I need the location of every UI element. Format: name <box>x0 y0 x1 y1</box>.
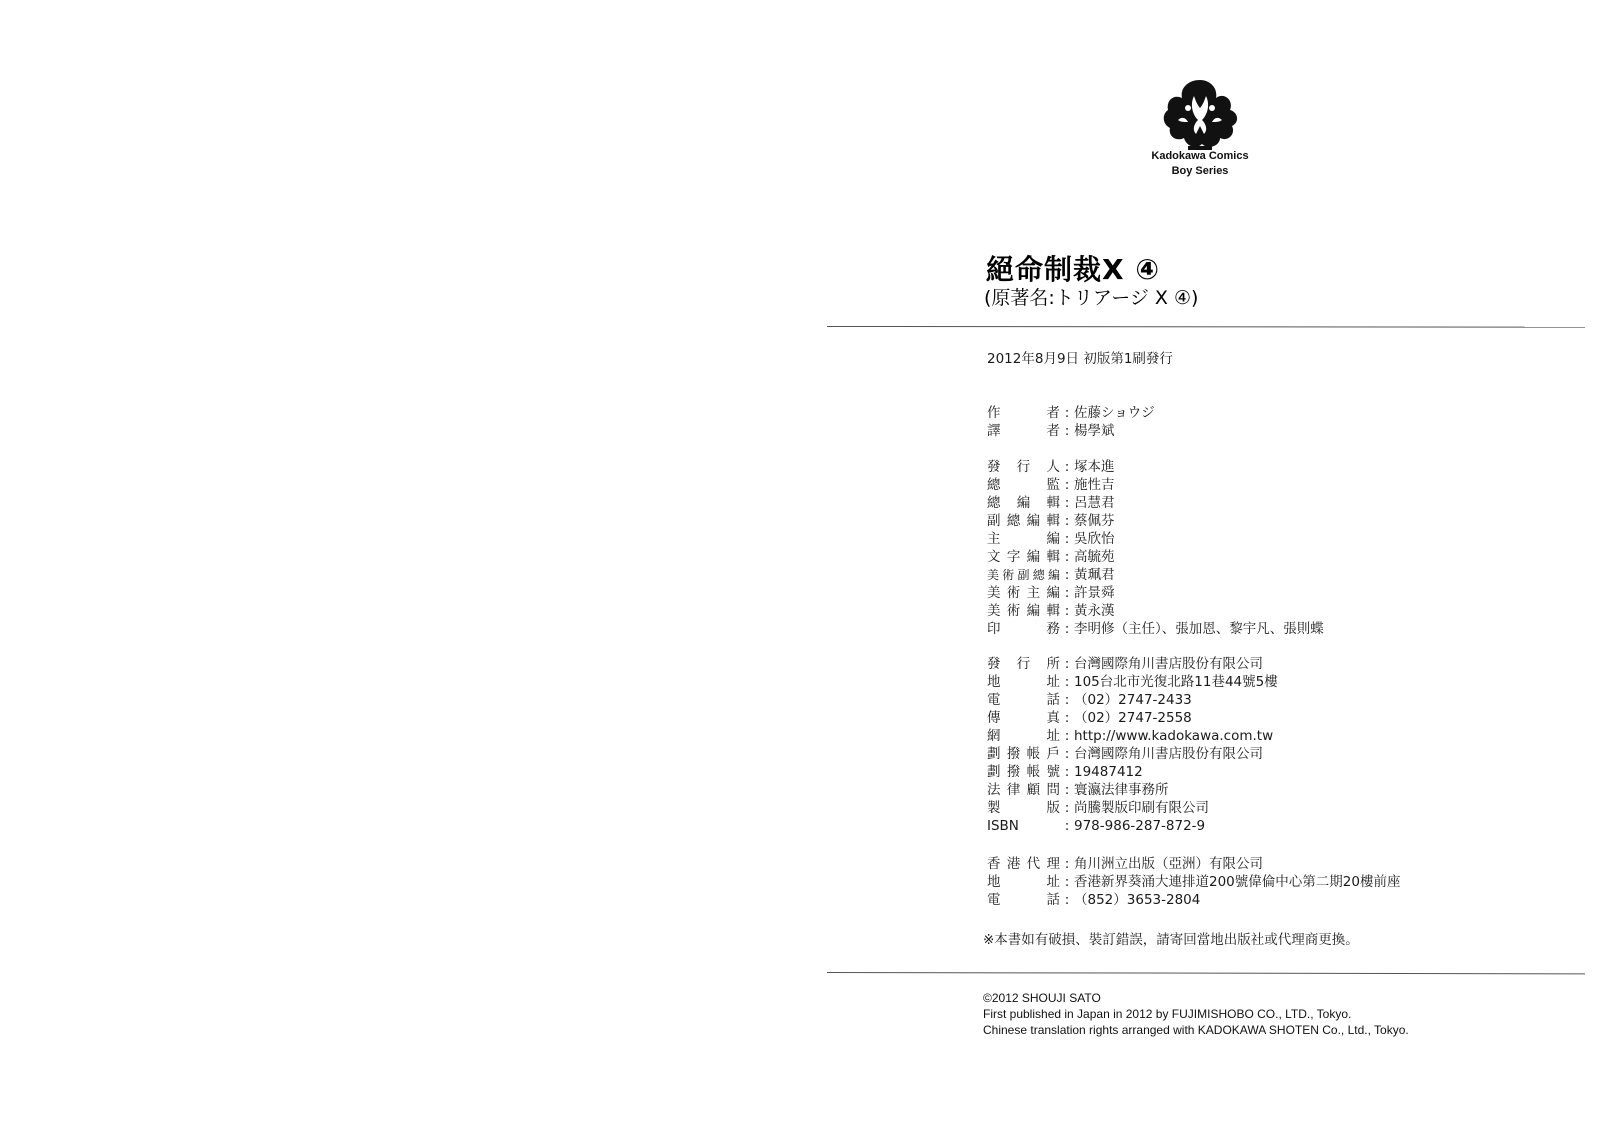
credit-label: 美術副總編 <box>987 568 1060 582</box>
credit-label: 網址 <box>987 728 1060 744</box>
translation-rights-line: Chinese translation rights arranged with KADOKAWA SHOTEN Co., Ltd., Tokyo. <box>983 1023 1409 1037</box>
credit-label: 總編輯 <box>987 495 1060 511</box>
credit-value: 台灣國際角川書店股份有限公司 <box>1074 656 1263 672</box>
credits-author-group <box>987 404 1547 440</box>
copyright-line: ©2012 SHOUJI SATO <box>983 991 1101 1005</box>
defect-notice: ※本書如有破損、裝訂錯誤，請寄回當地出版社或代理商更換。 <box>983 932 1359 948</box>
credit-label: 電話 <box>987 692 1060 708</box>
credit-value: 許景舜 <box>1074 585 1115 601</box>
credit-value: 施性吉 <box>1074 477 1115 493</box>
edition-line: 2012年8月9日 初版第1刷發行 <box>987 351 1173 367</box>
brand-line-2: Boy Series <box>1171 165 1229 177</box>
credit-label: 電話 <box>987 892 1060 908</box>
credit-value: 黃永漢 <box>1074 603 1115 619</box>
credit-label: 傳真 <box>987 710 1060 726</box>
credit-label: 法律顧問 <box>987 782 1060 798</box>
credit-label: 文字編輯 <box>987 549 1060 565</box>
credit-value: 黃珮君 <box>1074 567 1115 583</box>
credit-row: 副總編輯 : 蔡佩芬 <box>987 513 1115 529</box>
credit-row: 製版 : 尚騰製版印刷有限公司 <box>987 800 1209 816</box>
credit-row: 文字編輯 : 高毓苑 <box>987 549 1115 565</box>
credit-label: 發行人 <box>987 459 1060 475</box>
credit-row: 美術副總編 : 黃珮君 <box>987 567 1115 583</box>
credit-label: 印務 <box>987 621 1060 637</box>
credit-value: 香港新界葵涌大連排道200號偉倫中心第二期20樓前座 <box>1074 874 1401 890</box>
website-link[interactable]: http://www.kadokawa.com.tw <box>1074 728 1274 744</box>
credit-row: 總監 : 施性吉 <box>987 477 1115 493</box>
credit-row: 作者 : 佐藤ショウジ <box>987 405 1155 421</box>
credit-label: 美術主編 <box>987 585 1060 601</box>
credit-row: ISBN : 978-986-287-872-9 <box>987 818 1206 834</box>
credit-row: 地址 : 香港新界葵涌大連排道200號偉倫中心第二期20樓前座 <box>987 874 1401 890</box>
credit-label: 主編 <box>987 531 1060 547</box>
credit-row: 印務 : 李明修（主任）、張加恩、黎宇凡、張則蝶 <box>987 621 1324 637</box>
copyright-block <box>983 990 1409 1038</box>
credit-value: 105台北市光復北路11巷44號5樓 <box>1074 674 1278 690</box>
credit-value: 高毓苑 <box>1074 549 1115 565</box>
credit-row: 劃撥帳號 : 19487412 <box>987 764 1143 780</box>
credit-row: 美術主編 : 許景舜 <box>987 585 1115 601</box>
credit-label: 總監 <box>987 477 1060 493</box>
credit-value: 台灣國際角川書店股份有限公司 <box>1074 746 1263 762</box>
credit-label: 副總編輯 <box>987 513 1060 529</box>
credit-label: 地址 <box>987 674 1060 690</box>
credit-label: 劃撥帳號 <box>987 764 1060 780</box>
credit-value: （02）2747-2558 <box>1074 710 1192 726</box>
credit-row: 美術編輯 : 黃永漢 <box>987 603 1115 619</box>
credit-value: 佐藤ショウジ <box>1074 405 1155 421</box>
bottom-divider <box>827 972 1585 974</box>
credit-row: 發行所 : 台灣國際角川書店股份有限公司 <box>987 656 1263 672</box>
credit-label: 發行所 <box>987 656 1060 672</box>
credit-value: 楊學斌 <box>1074 423 1115 439</box>
credit-row: 譯者 : 楊學斌 <box>987 423 1115 439</box>
first-published-line: First published in Japan in 2012 by FUJIMISHOBO CO., LTD., Tokyo. <box>983 1007 1352 1021</box>
credits-hongkong-group <box>987 855 1547 909</box>
credit-value: 吳欣怡 <box>1074 531 1115 547</box>
credit-value: 塚本進 <box>1074 459 1115 475</box>
credit-row: 電話 : （02）2747-2433 <box>987 692 1192 708</box>
credit-row: 地址 : 105台北市光復北路11巷44號5樓 <box>987 674 1278 690</box>
credit-row: 電話 : （852）3653-2804 <box>987 892 1201 908</box>
credit-value: 李明修（主任）、張加恩、黎宇凡、張則蝶 <box>1074 621 1324 637</box>
credit-label: ISBN <box>987 818 1019 834</box>
credit-row: 傳真 : （02）2747-2558 <box>987 710 1192 726</box>
credit-label: 美術編輯 <box>987 603 1060 619</box>
credit-label: 譯者 <box>987 423 1060 439</box>
credit-value: 978-986-287-872-9 <box>1074 818 1206 834</box>
credit-row: 主編 : 吳欣怡 <box>987 531 1115 547</box>
credit-row: 總編輯 : 呂慧君 <box>987 495 1115 511</box>
credit-row: 香港代理 : 角川洲立出版（亞洲）有限公司 <box>987 856 1263 872</box>
credit-value: 19487412 <box>1074 764 1143 780</box>
brand-line-1: Kadokawa Comics <box>1151 150 1249 162</box>
credit-value: 寰瀛法律事務所 <box>1074 782 1169 798</box>
book-title: 絕命制裁X ④ <box>986 253 1161 286</box>
credit-row: 發行人 : 塚本進 <box>987 459 1115 475</box>
credit-label: 製版 <box>987 800 1060 816</box>
credit-row: 法律顧問 : 寰瀛法律事務所 <box>987 782 1169 798</box>
phoenix-logo-icon <box>1158 76 1242 156</box>
credit-value: 蔡佩芬 <box>1074 513 1115 529</box>
top-divider <box>827 326 1585 328</box>
original-title: (原著名:トリアージ X ④) <box>984 287 1199 309</box>
credit-label: 地址 <box>987 874 1060 890</box>
credit-value: （02）2747-2433 <box>1074 692 1192 708</box>
credits-editorial-group <box>987 458 1547 638</box>
credit-label: 香港代理 <box>987 856 1060 872</box>
credits-publisher-group <box>987 655 1547 835</box>
credit-value: 呂慧君 <box>1074 495 1115 511</box>
credit-row: 劃撥帳戶 : 台灣國際角川書店股份有限公司 <box>987 746 1263 762</box>
credit-value: 尚騰製版印刷有限公司 <box>1074 800 1209 816</box>
credit-label: 劃撥帳戶 <box>987 746 1060 762</box>
credit-value: 角川洲立出版（亞洲）有限公司 <box>1074 856 1263 872</box>
credit-row: 網址 : http://www.kadokawa.com.tw <box>987 728 1274 744</box>
credit-label: 作者 <box>987 405 1060 421</box>
credit-value: （852）3653-2804 <box>1074 892 1201 908</box>
